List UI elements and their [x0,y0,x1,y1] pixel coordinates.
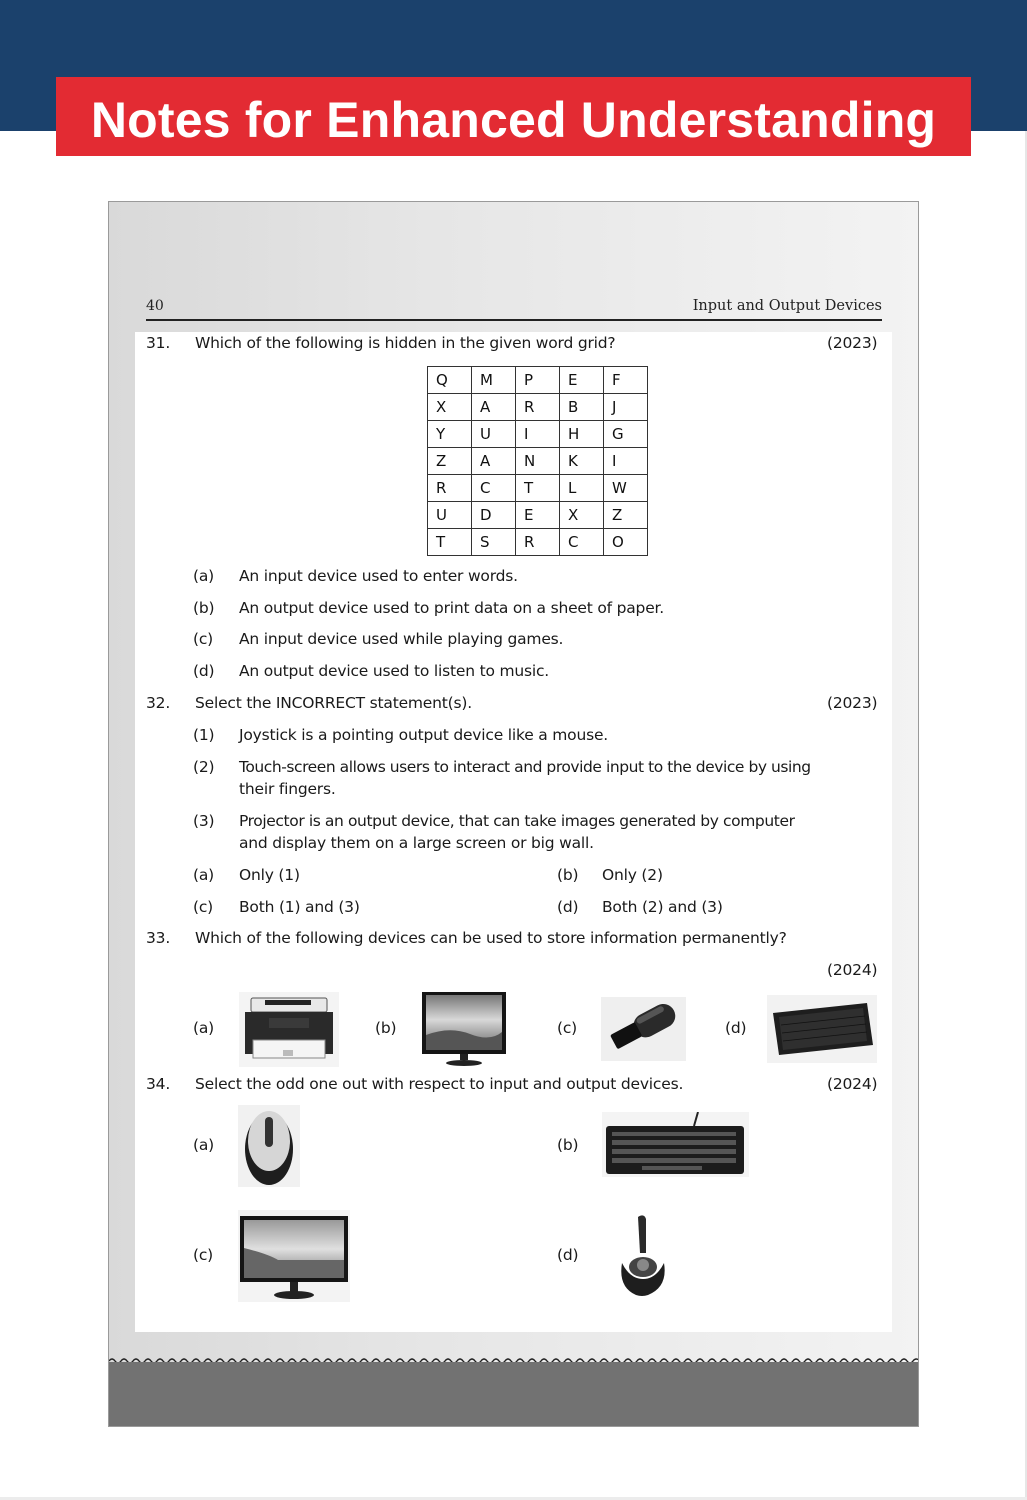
grid-cell: K [560,448,604,475]
option-text: Both (2) and (3) [602,898,723,916]
grid-cell: C [472,475,516,502]
grid-cell: B [560,394,604,421]
question-number: 33. [146,929,171,947]
option-label: (d) [557,898,579,916]
grid-cell: I [604,448,648,475]
grid-cell: R [428,475,472,502]
option-label: (a) [193,866,214,884]
option-label: (d) [725,1019,747,1037]
statement-text-continued: and display them on a large screen or big wall. [239,834,594,852]
statement-label: (2) [193,758,215,776]
grid-cell: U [428,502,472,529]
page-number: 40 [146,298,164,314]
grid-cell: R [516,394,560,421]
option-text: Only (2) [602,866,663,884]
question-number: 34. [146,1075,171,1093]
mouse-image [238,1105,300,1187]
option-label: (a) [193,567,214,585]
grid-cell: E [560,367,604,394]
word-grid [427,366,648,556]
printer-image [239,992,339,1067]
question-year: (2024) [827,961,878,979]
grid-cell: I [516,421,560,448]
option-label: (b) [193,599,215,617]
grid-cell: C [560,529,604,556]
option-text: An output device used to print data on a sheet of paper. [239,599,665,617]
grid-cell: L [560,475,604,502]
title-banner [56,77,971,156]
grid-cell: T [428,529,472,556]
grid-cell: G [604,421,648,448]
grid-cell: T [516,475,560,502]
joystick-image [612,1213,674,1299]
option-label: (d) [193,662,215,680]
statement-text: Touch-screen allows users to interact and provide input to the device by using [239,758,811,776]
option-text: An output device used to listen to music. [239,662,550,680]
option-label: (c) [557,1019,578,1037]
question-year: (2023) [827,334,878,352]
grid-cell: U [472,421,516,448]
option-label: (a) [193,1019,214,1037]
grid-cell: J [604,394,648,421]
option-label: (c) [193,898,214,916]
statement-text-continued: their fingers. [239,780,336,798]
grid-cell: O [604,529,648,556]
grid-cell: Z [604,502,648,529]
option-label: (b) [557,1136,579,1154]
grid-cell: A [472,394,516,421]
page-footer-band [109,1362,919,1427]
statement-label: (1) [193,726,215,744]
grid-cell: D [472,502,516,529]
grid-cell: Q [428,367,472,394]
option-text: An input device used to enter words. [239,567,518,585]
grid-cell: E [516,502,560,529]
grid-cell: X [560,502,604,529]
grid-cell: Y [428,421,472,448]
statement-label: (3) [193,812,215,830]
grid-cell: F [604,367,648,394]
monitor-image [238,1210,350,1302]
question-year: (2024) [827,1075,878,1093]
grid-cell: R [516,529,560,556]
grid-cell: P [516,367,560,394]
option-label: (b) [557,866,579,884]
question-text: Select the INCORRECT statement(s). [195,694,472,712]
question-number: 32. [146,694,171,712]
grid-cell: H [560,421,604,448]
grid-cell: N [516,448,560,475]
chapter-title: Input and Output Devices [692,298,882,314]
grid-cell: Z [428,448,472,475]
question-text: Which of the following is hidden in the given word grid? [195,334,616,352]
option-label: (d) [557,1246,579,1264]
monitor-image [420,990,508,1068]
grid-cell: A [472,448,516,475]
option-label: (c) [193,1246,214,1264]
grid-cell: S [472,529,516,556]
keyboard-image [767,995,877,1063]
question-text: Select the odd one out with respect to input and output devices. [195,1075,684,1093]
option-label: (b) [375,1019,397,1037]
banner-title: Notes for Enhanced Understanding [90,91,937,148]
statement-text: Projector is an output device, that can take images generated by computer [239,812,795,830]
question-number: 31. [146,334,171,352]
usb-pen-drive-image [601,997,686,1061]
question-text: Which of the following devices can be used to store information permanently? [195,929,787,947]
option-text: An input device used while playing games. [239,630,564,648]
option-label: (c) [193,630,214,648]
option-label: (a) [193,1136,214,1154]
grid-cell: X [428,394,472,421]
option-text: Both (1) and (3) [239,898,360,916]
keyboard-image [602,1112,749,1177]
page-header [146,298,882,321]
grid-cell: W [604,475,648,502]
option-text: Only (1) [239,866,300,884]
grid-cell: M [472,367,516,394]
statement-text: Joystick is a pointing output device like a mouse. [239,726,609,744]
question-year: (2023) [827,694,878,712]
